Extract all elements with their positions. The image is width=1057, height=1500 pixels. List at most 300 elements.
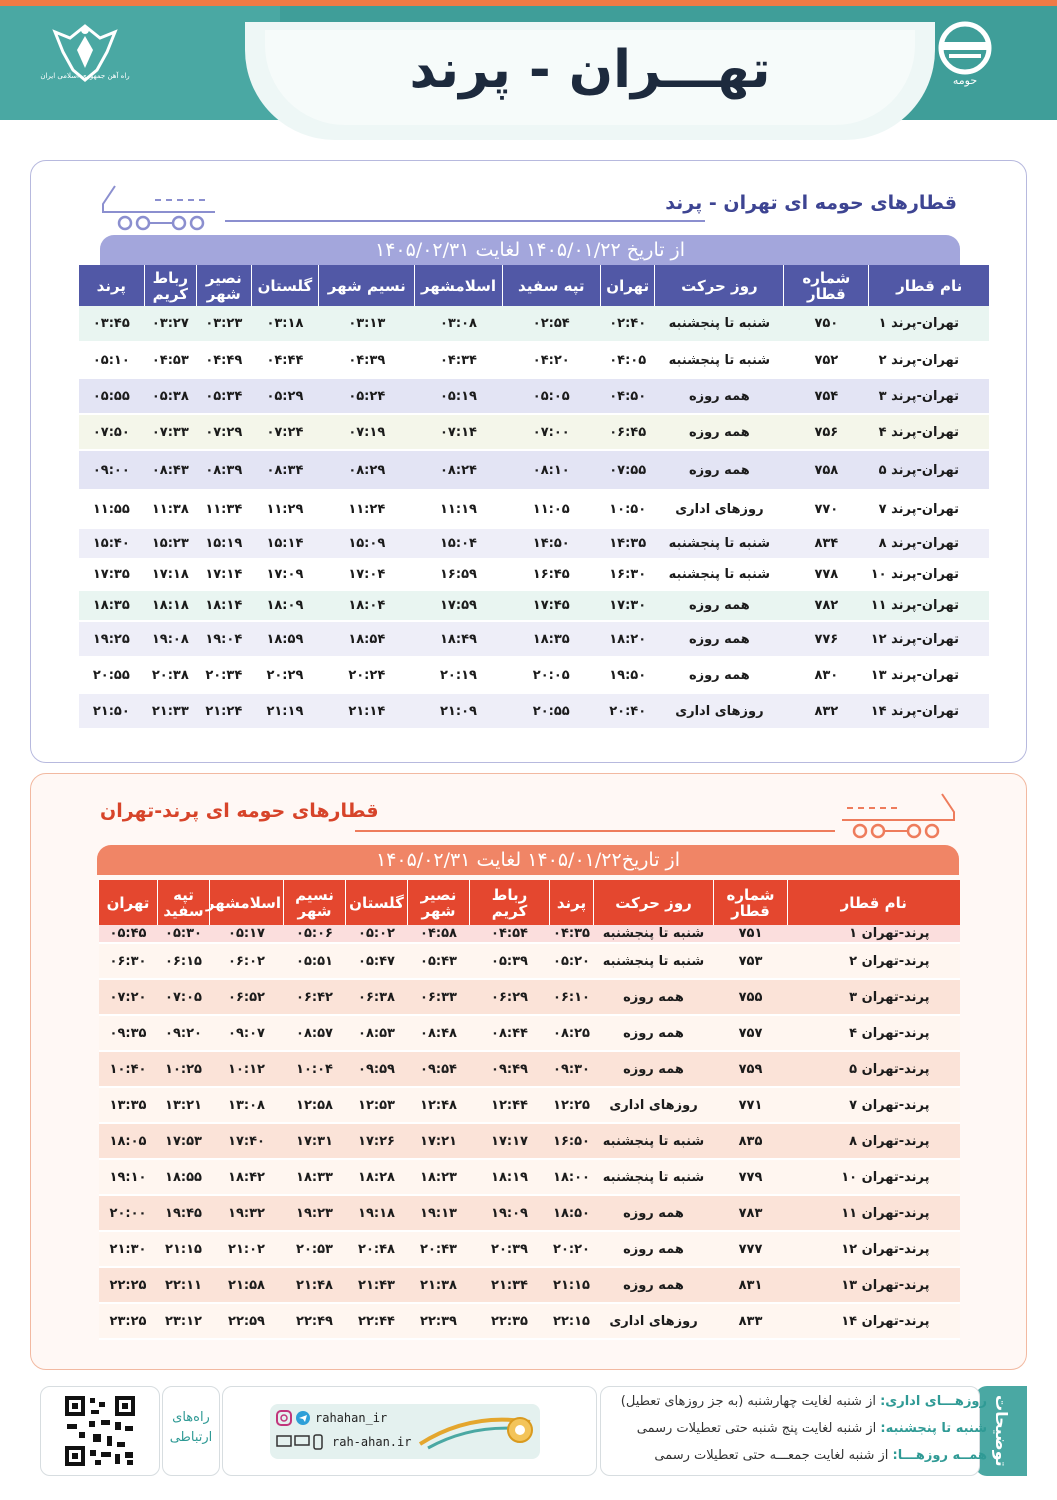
departure-time-cell: ۱۸:۵۴ xyxy=(319,621,415,657)
departure-time-cell: ۱۷:۱۷ xyxy=(470,1123,550,1159)
departure-time-cell: ۰۴:۳۴ xyxy=(415,342,502,378)
train-number-cell: ۷۷۰ xyxy=(784,490,869,528)
departure-time-cell: ۱۳:۲۱ xyxy=(158,1087,210,1123)
departure-time-cell: ۱۹:۱۸ xyxy=(346,1195,408,1231)
departure-time-cell: ۱۸:۰۴ xyxy=(319,590,415,621)
hoomeh-logo-icon xyxy=(925,18,1005,88)
column-header: اسلامشهر xyxy=(415,265,502,306)
section-title-tehran-parand: قطارهای حومه ای تهران - پرند xyxy=(665,192,957,214)
departure-time-cell: ۰۸:۱۰ xyxy=(502,450,600,490)
note-text: از شنبه لغایت جمعـــه حتی تعطیلات رسمی xyxy=(654,1448,893,1463)
column-header: نصیر شهر xyxy=(408,880,470,925)
social-handle[interactable]: rahahan_ir xyxy=(315,1411,388,1425)
train-name-cell: تهران-پرند ۱۱ xyxy=(869,590,989,621)
train-number-cell: ۸۳۲ xyxy=(784,693,869,729)
departure-time-cell: ۱۹:۰۹ xyxy=(470,1195,550,1231)
train-number-cell: ۸۳۱ xyxy=(714,1267,788,1303)
train-name-cell: تهران-پرند ۷ xyxy=(869,490,989,528)
departure-time-cell: ۲۰:۳۴ xyxy=(197,657,252,693)
departure-time-cell: ۲۰:۲۴ xyxy=(319,657,415,693)
train-number-cell: ۸۳۴ xyxy=(784,528,869,559)
departure-time-cell: ۱۹:۳۲ xyxy=(210,1195,284,1231)
column-header: شماره قطار xyxy=(714,880,788,925)
departure-time-cell: ۲۰:۵۵ xyxy=(502,693,600,729)
departure-time-cell: ۰۷:۵۵ xyxy=(600,450,655,490)
departure-time-cell: ۱۸:۴۲ xyxy=(210,1159,284,1195)
departure-time-cell: ۰۲:۴۰ xyxy=(600,306,655,342)
train-number-cell: ۷۷۶ xyxy=(784,621,869,657)
departure-time-cell: ۰۶:۱۵ xyxy=(158,943,210,979)
departure-time-cell: ۰۸:۵۷ xyxy=(284,1015,346,1051)
train-name-cell: پرند-تهران ۱۴ xyxy=(788,1303,960,1339)
departure-time-cell: ۲۰:۰۰ xyxy=(99,1195,158,1231)
departure-time-cell: ۲۰:۰۵ xyxy=(502,657,600,693)
departure-time-cell: ۰۵:۵۱ xyxy=(284,943,346,979)
travel-days-cell: همه روزه xyxy=(594,1195,714,1231)
departure-time-cell: ۲۲:۳۹ xyxy=(408,1303,470,1339)
departure-time-cell: ۱۱:۰۵ xyxy=(502,490,600,528)
departure-time-cell: ۲۲:۱۵ xyxy=(550,1303,594,1339)
departure-time-cell: ۲۲:۴۴ xyxy=(346,1303,408,1339)
departure-time-cell: ۱۰:۴۰ xyxy=(99,1051,158,1087)
note-key: روزهـــای اداری: xyxy=(880,1394,987,1409)
train-name-cell: پرند-تهران ۱۱ xyxy=(788,1195,960,1231)
travel-days-cell: همه روزه xyxy=(594,1231,714,1267)
table-row xyxy=(79,450,990,490)
departure-time-cell: ۰۴:۳۹ xyxy=(319,342,415,378)
departure-time-cell: ۲۱:۳۴ xyxy=(470,1267,550,1303)
train-number-cell: ۷۵۶ xyxy=(784,414,869,450)
section-title-underline xyxy=(355,830,835,832)
travel-days-cell: شنبه تا پنجشنبه xyxy=(594,943,714,979)
departure-time-cell: ۰۸:۲۵ xyxy=(550,1015,594,1051)
section-title-parand-tehran: قطارهای حومه ای پرند-تهران xyxy=(100,800,379,822)
departure-time-cell: ۱۳:۳۵ xyxy=(99,1087,158,1123)
train-number-cell: ۷۵۵ xyxy=(714,979,788,1015)
table-row xyxy=(99,943,960,979)
train-number-cell: ۸۳۰ xyxy=(784,657,869,693)
departure-time-cell: ۱۰:۲۵ xyxy=(158,1051,210,1087)
departure-time-cell: ۱۱:۳۴ xyxy=(197,490,252,528)
departure-time-cell: ۰۵:۱۰ xyxy=(79,342,145,378)
departure-time-cell: ۰۴:۰۵ xyxy=(600,342,655,378)
departure-time-cell: ۲۰:۱۹ xyxy=(415,657,502,693)
departure-time-cell: ۲۲:۴۹ xyxy=(284,1303,346,1339)
column-header: روز حرکت xyxy=(594,880,714,925)
emblem-caption: راه آهن جمهوری اسلامی ایران xyxy=(40,72,130,80)
table-row xyxy=(79,621,990,657)
departure-time-cell: ۰۵:۴۷ xyxy=(346,943,408,979)
train-number-cell: ۷۵۹ xyxy=(714,1051,788,1087)
device-icons xyxy=(276,1434,328,1450)
train-name-cell: پرند-تهران ۱ xyxy=(788,925,960,943)
table-row xyxy=(99,1159,960,1195)
portal-brand-logo-icon xyxy=(410,1408,540,1454)
departure-time-cell: ۲۲:۲۵ xyxy=(99,1267,158,1303)
departure-time-cell: ۰۴:۵۳ xyxy=(144,342,196,378)
contact-label-line: راه‌های xyxy=(172,1410,210,1425)
table-row xyxy=(79,559,990,590)
column-header: گلستان xyxy=(251,265,319,306)
travel-days-cell: روزهای اداری xyxy=(655,693,784,729)
departure-time-cell: ۰۹:۰۷ xyxy=(210,1015,284,1051)
column-header: تپه سفید xyxy=(158,880,210,925)
laptop-icon xyxy=(295,1436,309,1445)
note-key: شنبه تا پنجشنبه: xyxy=(880,1421,987,1436)
column-header: روز حرکت xyxy=(655,265,784,306)
table-row xyxy=(99,1087,960,1123)
departure-time-cell: ۰۹:۰۰ xyxy=(79,450,145,490)
train-name-cell: تهران-پرند ۱ xyxy=(869,306,989,342)
train-track-decoration-icon xyxy=(95,180,225,232)
contact-label-line: ارتباطی xyxy=(169,1430,213,1445)
travel-days-cell: همه روزه xyxy=(655,378,784,414)
train-name-cell: پرند-تهران ۱۳ xyxy=(788,1267,960,1303)
departure-time-cell: ۰۵:۳۰ xyxy=(158,925,210,943)
instagram-icon xyxy=(277,1411,291,1425)
train-name-cell: پرند-تهران ۴ xyxy=(788,1015,960,1051)
departure-time-cell: ۰۵:۳۴ xyxy=(197,378,252,414)
departure-time-cell: ۱۷:۱۴ xyxy=(197,559,252,590)
departure-time-cell: ۲۳:۲۵ xyxy=(99,1303,158,1339)
departure-time-cell: ۱۷:۲۱ xyxy=(408,1123,470,1159)
departure-time-cell: ۰۷:۳۳ xyxy=(144,414,196,450)
column-header: نسیم شهر xyxy=(319,265,415,306)
travel-days-cell: شنبه تا پنجشنبه xyxy=(594,1159,714,1195)
departure-time-cell: ۱۲:۵۸ xyxy=(284,1087,346,1123)
departure-time-cell: ۰۵:۴۳ xyxy=(408,943,470,979)
departure-time-cell: ۱۹:۰۸ xyxy=(144,621,196,657)
note-sat-to-thu xyxy=(637,1421,987,1436)
departure-time-cell: ۱۸:۲۳ xyxy=(408,1159,470,1195)
departure-time-cell: ۰۵:۳۸ xyxy=(144,378,196,414)
departure-time-cell: ۱۱:۲۹ xyxy=(251,490,319,528)
departure-time-cell: ۱۸:۱۴ xyxy=(197,590,252,621)
departure-time-cell: ۲۰:۳۹ xyxy=(470,1231,550,1267)
departure-time-cell: ۰۹:۵۴ xyxy=(408,1051,470,1087)
departure-time-cell: ۱۵:۱۹ xyxy=(197,528,252,559)
departure-time-cell: ۱۲:۴۸ xyxy=(408,1087,470,1123)
departure-time-cell: ۰۸:۴۳ xyxy=(144,450,196,490)
column-header: رباط کریم xyxy=(470,880,550,925)
departure-time-cell: ۲۰:۵۳ xyxy=(284,1231,346,1267)
departure-time-cell: ۱۱:۱۹ xyxy=(415,490,502,528)
travel-days-cell: همه روزه xyxy=(655,590,784,621)
social-icons xyxy=(276,1410,312,1426)
departure-time-cell: ۰۸:۴۸ xyxy=(408,1015,470,1051)
departure-time-cell: ۱۱:۵۵ xyxy=(79,490,145,528)
departure-time-cell: ۱۷:۳۱ xyxy=(284,1123,346,1159)
table-row xyxy=(79,490,990,528)
train-number-cell: ۷۷۷ xyxy=(714,1231,788,1267)
column-header: تپه سفید xyxy=(502,265,600,306)
train-number-cell: ۷۷۱ xyxy=(714,1087,788,1123)
departure-time-cell: ۰۸:۳۴ xyxy=(251,450,319,490)
departure-time-cell: ۰۲:۵۴ xyxy=(502,306,600,342)
travel-days-cell: همه روزه xyxy=(594,1051,714,1087)
departure-time-cell: ۱۸:۰۵ xyxy=(99,1123,158,1159)
departure-time-cell: ۰۳:۱۳ xyxy=(319,306,415,342)
departure-time-cell: ۱۰:۱۲ xyxy=(210,1051,284,1087)
table-row xyxy=(79,414,990,450)
website-link[interactable]: rah-ahan.ir xyxy=(332,1435,412,1449)
departure-time-cell: ۲۱:۳۸ xyxy=(408,1267,470,1303)
train-name-cell: تهران-پرند ۸ xyxy=(869,528,989,559)
departure-time-cell: ۱۸:۵۰ xyxy=(550,1195,594,1231)
desktop-icon xyxy=(277,1436,291,1446)
departure-time-cell: ۱۵:۰۴ xyxy=(415,528,502,559)
departure-time-cell: ۲۰:۳۸ xyxy=(144,657,196,693)
departure-time-cell: ۱۸:۳۵ xyxy=(502,621,600,657)
note-office-days xyxy=(621,1394,987,1409)
departure-time-cell: ۰۷:۰۰ xyxy=(502,414,600,450)
departure-time-cell: ۱۹:۱۰ xyxy=(99,1159,158,1195)
departure-time-cell: ۲۱:۱۴ xyxy=(319,693,415,729)
departure-time-cell: ۰۵:۰۵ xyxy=(502,378,600,414)
train-name-cell: پرند-تهران ۱۰ xyxy=(788,1159,960,1195)
travel-days-cell: همه روزه xyxy=(655,414,784,450)
departure-time-cell: ۰۶:۱۰ xyxy=(550,979,594,1015)
departure-time-cell: ۲۱:۳۳ xyxy=(144,693,196,729)
train-number-cell: ۷۸۲ xyxy=(784,590,869,621)
departure-time-cell: ۰۴:۴۹ xyxy=(197,342,252,378)
page-title: تهـــران - پرند xyxy=(409,40,771,100)
departure-time-cell: ۰۷:۲۴ xyxy=(251,414,319,450)
departure-time-cell: ۰۴:۲۰ xyxy=(502,342,600,378)
train-number-cell: ۷۵۷ xyxy=(714,1015,788,1051)
departure-time-cell: ۱۱:۲۴ xyxy=(319,490,415,528)
note-text: از شنبه لغایت چهارشنبه (به جز روزهای تعطیل) xyxy=(620,1394,881,1409)
column-header: تهران xyxy=(99,880,158,925)
column-header: نام قطار xyxy=(869,265,989,306)
departure-time-cell: ۱۳:۰۸ xyxy=(210,1087,284,1123)
departure-time-cell: ۰۷:۰۵ xyxy=(158,979,210,1015)
departure-time-cell: ۰۴:۵۰ xyxy=(600,378,655,414)
train-name-cell: پرند-تهران ۸ xyxy=(788,1123,960,1159)
departure-time-cell: ۰۵:۲۰ xyxy=(550,943,594,979)
departure-time-cell: ۰۳:۱۸ xyxy=(251,306,319,342)
travel-days-cell: همه روزه xyxy=(655,657,784,693)
travel-days-cell: روزهای اداری xyxy=(655,490,784,528)
train-name-cell: پرند-تهران ۳ xyxy=(788,979,960,1015)
departure-time-cell: ۱۲:۴۴ xyxy=(470,1087,550,1123)
departure-time-cell: ۲۲:۵۹ xyxy=(210,1303,284,1339)
departure-time-cell: ۰۳:۲۳ xyxy=(197,306,252,342)
timetable-tehran-parand xyxy=(78,265,989,730)
travel-days-cell: همه روزه xyxy=(594,1015,714,1051)
train-name-cell: تهران-پرند ۱۳ xyxy=(869,657,989,693)
travel-days-cell: شنبه تا پنجشنبه xyxy=(594,925,714,943)
departure-time-cell: ۰۹:۳۵ xyxy=(99,1015,158,1051)
column-header: رباط کریم xyxy=(144,265,196,306)
departure-time-cell: ۱۰:۵۰ xyxy=(600,490,655,528)
departure-time-cell: ۰۴:۵۴ xyxy=(470,925,550,943)
column-header: تهران xyxy=(600,265,655,306)
column-header: گلستان xyxy=(346,880,408,925)
departure-time-cell: ۱۷:۳۰ xyxy=(600,590,655,621)
departure-time-cell: ۰۶:۰۲ xyxy=(210,943,284,979)
departure-time-cell: ۱۹:۰۴ xyxy=(197,621,252,657)
departure-time-cell: ۰۹:۳۰ xyxy=(550,1051,594,1087)
train-number-cell: ۷۷۹ xyxy=(714,1159,788,1195)
departure-time-cell: ۱۱:۳۸ xyxy=(144,490,196,528)
train-number-cell: ۷۵۲ xyxy=(784,342,869,378)
travel-days-cell: شنبه تا پنجشنبه xyxy=(594,1123,714,1159)
departure-time-cell: ۲۱:۵۰ xyxy=(79,693,145,729)
departure-time-cell: ۱۷:۴۵ xyxy=(502,590,600,621)
departure-time-cell: ۱۰:۰۴ xyxy=(284,1051,346,1087)
train-name-cell: پرند-تهران ۲ xyxy=(788,943,960,979)
validity-date-bar: از تاریخ۱۴۰۵/۰۱/۲۲ لغایت ۱۴۰۵/۰۲/۳۱ xyxy=(97,845,959,875)
train-name-cell: پرند-تهران ۷ xyxy=(788,1087,960,1123)
departure-time-cell: ۱۷:۴۰ xyxy=(210,1123,284,1159)
column-header: نسیم شهر xyxy=(284,880,346,925)
departure-time-cell: ۱۹:۲۵ xyxy=(79,621,145,657)
column-header: اسلامشهر xyxy=(210,880,284,925)
train-name-cell: تهران-پرند ۴ xyxy=(869,414,989,450)
departure-time-cell: ۱۶:۴۵ xyxy=(502,559,600,590)
departure-time-cell: ۰۵:۱۷ xyxy=(210,925,284,943)
departure-time-cell: ۲۰:۲۹ xyxy=(251,657,319,693)
departure-time-cell: ۲۱:۴۳ xyxy=(346,1267,408,1303)
departure-time-cell: ۱۷:۲۶ xyxy=(346,1123,408,1159)
departure-time-cell: ۰۸:۴۴ xyxy=(470,1015,550,1051)
departure-time-cell: ۱۸:۲۰ xyxy=(600,621,655,657)
departure-time-cell: ۲۱:۵۸ xyxy=(210,1267,284,1303)
departure-time-cell: ۰۶:۵۲ xyxy=(210,979,284,1015)
departure-time-cell: ۰۵:۵۵ xyxy=(79,378,145,414)
travel-days-cell: همه روزه xyxy=(655,621,784,657)
departure-time-cell: ۰۵:۳۹ xyxy=(470,943,550,979)
header-accent-strip xyxy=(0,0,1057,6)
travel-days-cell: همه روزه xyxy=(655,450,784,490)
contact-label xyxy=(162,1408,220,1448)
departure-time-cell: ۰۳:۴۵ xyxy=(79,306,145,342)
departure-time-cell: ۰۴:۵۸ xyxy=(408,925,470,943)
timetable-body xyxy=(99,925,960,1339)
departure-time-cell: ۱۸:۱۹ xyxy=(470,1159,550,1195)
departure-time-cell: ۱۴:۵۰ xyxy=(502,528,600,559)
departure-time-cell: ۱۴:۳۵ xyxy=(600,528,655,559)
departure-time-cell: ۱۹:۱۳ xyxy=(408,1195,470,1231)
mobile-icon xyxy=(314,1435,322,1449)
departure-time-cell: ۱۸:۳۳ xyxy=(284,1159,346,1195)
train-name-cell: پرند-تهران ۵ xyxy=(788,1051,960,1087)
departure-time-cell: ۲۱:۴۸ xyxy=(284,1267,346,1303)
departure-time-cell: ۲۰:۴۰ xyxy=(600,693,655,729)
table-header-row xyxy=(99,880,960,925)
table-row xyxy=(99,1015,960,1051)
departure-time-cell: ۱۹:۴۵ xyxy=(158,1195,210,1231)
departure-time-cell: ۱۵:۰۹ xyxy=(319,528,415,559)
train-name-cell: پرند-تهران ۱۲ xyxy=(788,1231,960,1267)
note-every-day xyxy=(654,1448,987,1463)
travel-days-cell: روزهای اداری xyxy=(594,1087,714,1123)
departure-time-cell: ۲۱:۰۲ xyxy=(210,1231,284,1267)
departure-time-cell: ۰۶:۳۳ xyxy=(408,979,470,1015)
train-number-cell: ۸۳۳ xyxy=(714,1303,788,1339)
train-name-cell: تهران-پرند ۱۰ xyxy=(869,559,989,590)
table-row xyxy=(79,378,990,414)
departure-time-cell: ۱۸:۲۸ xyxy=(346,1159,408,1195)
column-header: پرند xyxy=(79,265,145,306)
travel-days-cell: شنبه تا پنجشنبه xyxy=(655,528,784,559)
departure-time-cell: ۱۷:۵۹ xyxy=(415,590,502,621)
train-name-cell: تهران-پرند ۲ xyxy=(869,342,989,378)
table-row xyxy=(99,1195,960,1231)
table-row xyxy=(99,1051,960,1087)
departure-time-cell: ۲۳:۱۲ xyxy=(158,1303,210,1339)
train-name-cell: تهران-پرند ۳ xyxy=(869,378,989,414)
table-row xyxy=(99,1123,960,1159)
departure-time-cell: ۲۱:۱۹ xyxy=(251,693,319,729)
train-track-decoration-icon xyxy=(832,788,962,840)
departure-time-cell: ۰۹:۲۰ xyxy=(158,1015,210,1051)
departure-time-cell: ۰۶:۴۵ xyxy=(600,414,655,450)
departure-time-cell: ۰۶:۴۲ xyxy=(284,979,346,1015)
table-row xyxy=(99,1267,960,1303)
column-header: نام قطار xyxy=(788,880,960,925)
travel-days-cell: شنبه تا پنجشنبه xyxy=(655,342,784,378)
timetable-body xyxy=(79,306,990,729)
timetable-parand-tehran xyxy=(98,880,960,1340)
departure-time-cell: ۰۸:۲۹ xyxy=(319,450,415,490)
table-row xyxy=(99,925,960,943)
departure-time-cell: ۰۳:۲۷ xyxy=(144,306,196,342)
train-name-cell: تهران-پرند ۱۴ xyxy=(869,693,989,729)
departure-time-cell: ۰۶:۳۸ xyxy=(346,979,408,1015)
departure-time-cell: ۱۸:۳۵ xyxy=(79,590,145,621)
departure-time-cell: ۰۴:۴۴ xyxy=(251,342,319,378)
departure-time-cell: ۲۰:۵۵ xyxy=(79,657,145,693)
departure-time-cell: ۰۵:۰۲ xyxy=(346,925,408,943)
departure-time-cell: ۲۰:۲۰ xyxy=(550,1231,594,1267)
departure-time-cell: ۲۰:۴۸ xyxy=(346,1231,408,1267)
note-key: همــه روزهـــا: xyxy=(892,1448,987,1463)
table-row xyxy=(79,693,990,729)
train-number-cell: ۷۵۸ xyxy=(784,450,869,490)
departure-time-cell: ۱۷:۱۸ xyxy=(144,559,196,590)
travel-days-cell: شنبه تا پنجشنبه xyxy=(655,559,784,590)
departure-time-cell: ۱۷:۰۹ xyxy=(251,559,319,590)
departure-time-cell: ۰۵:۰۶ xyxy=(284,925,346,943)
departure-time-cell: ۲۱:۰۹ xyxy=(415,693,502,729)
departure-time-cell: ۰۸:۵۳ xyxy=(346,1015,408,1051)
column-header: نصیر شهر xyxy=(197,265,252,306)
train-number-cell: ۸۳۵ xyxy=(714,1123,788,1159)
validity-date-bar: از تاریخ ۱۴۰۵/۰۱/۲۲ لغایت ۱۴۰۵/۰۲/۳۱ xyxy=(100,235,960,265)
train-number-cell: ۷۵۳ xyxy=(714,943,788,979)
table-row xyxy=(79,657,990,693)
departure-time-cell: ۱۶:۵۹ xyxy=(415,559,502,590)
logo-text: حومه xyxy=(952,74,978,87)
table-row xyxy=(99,979,960,1015)
departure-time-cell: ۱۸:۵۹ xyxy=(251,621,319,657)
departure-time-cell: ۲۲:۱۱ xyxy=(158,1267,210,1303)
departure-time-cell: ۰۵:۱۹ xyxy=(415,378,502,414)
departure-time-cell: ۱۲:۲۵ xyxy=(550,1087,594,1123)
departure-time-cell: ۲۱:۳۰ xyxy=(99,1231,158,1267)
departure-time-cell: ۲۰:۴۳ xyxy=(408,1231,470,1267)
departure-time-cell: ۰۷:۲۰ xyxy=(99,979,158,1015)
departure-time-cell: ۱۸:۰۹ xyxy=(251,590,319,621)
header xyxy=(0,0,1057,150)
departure-time-cell: ۱۸:۴۹ xyxy=(415,621,502,657)
departure-time-cell: ۲۱:۲۴ xyxy=(197,693,252,729)
qr-code-icon[interactable] xyxy=(65,1396,135,1466)
departure-time-cell: ۱۶:۳۰ xyxy=(600,559,655,590)
table-row xyxy=(99,1303,960,1339)
